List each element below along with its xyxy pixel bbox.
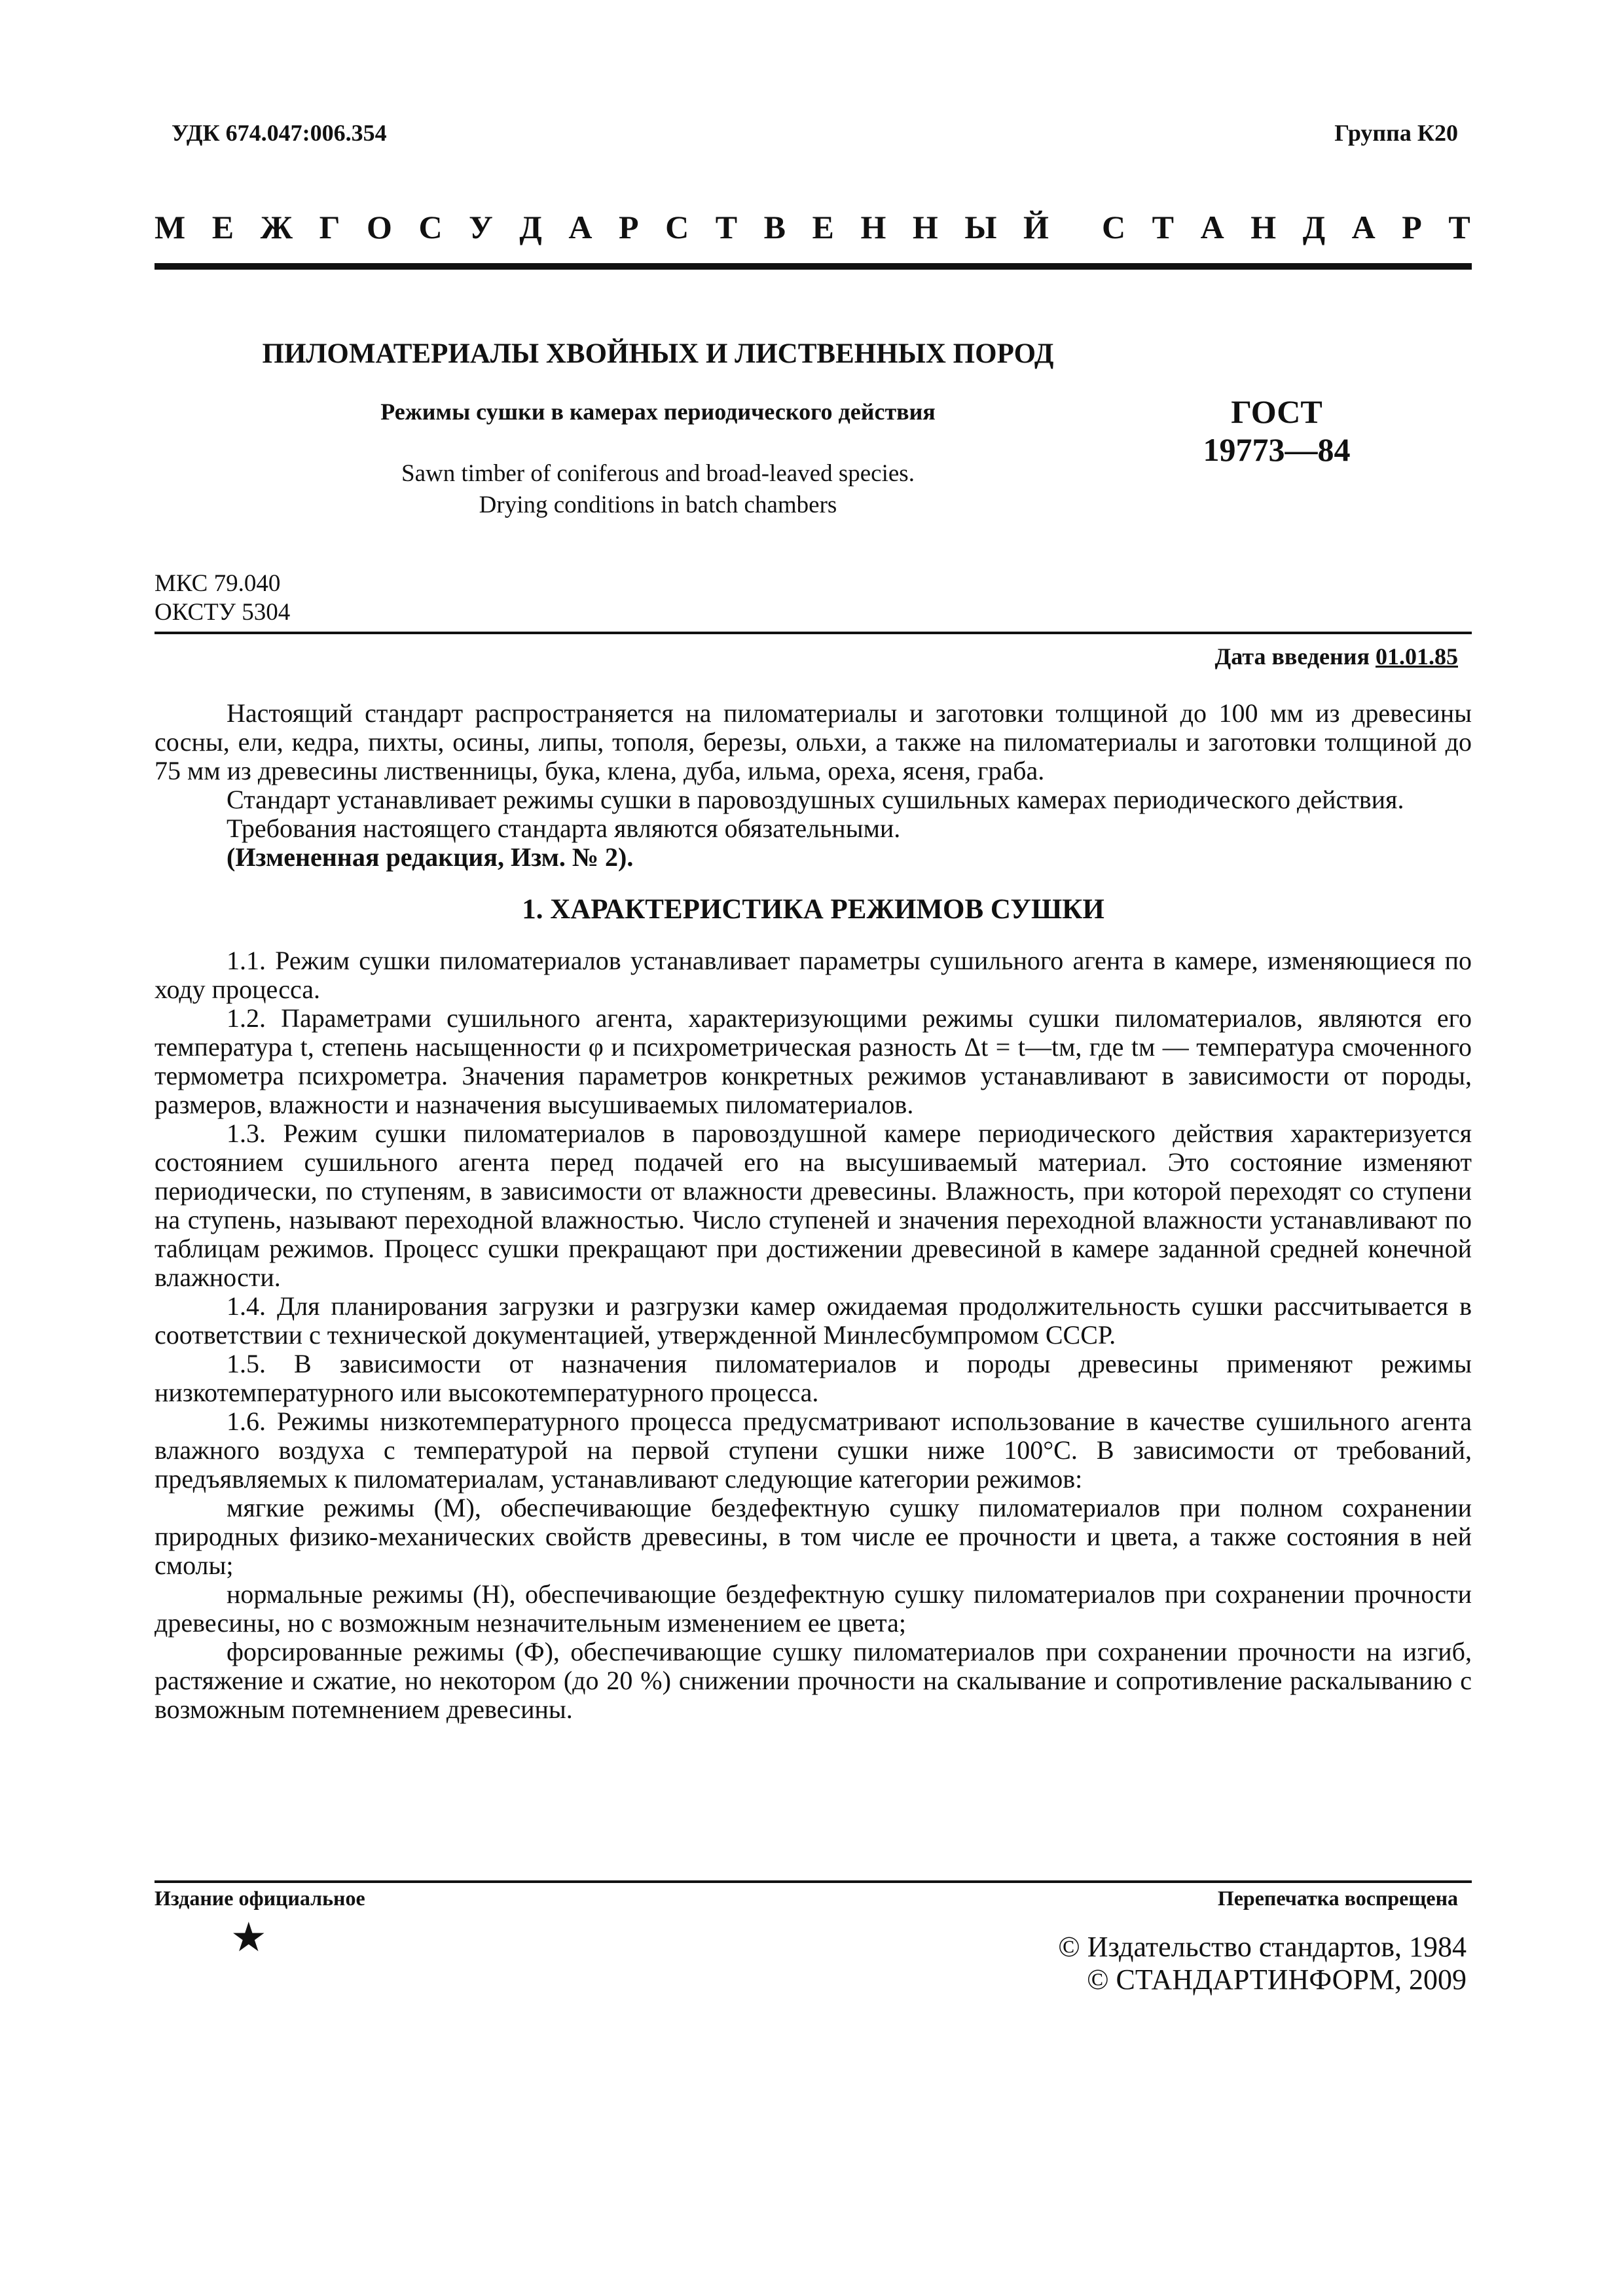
heading-letter: Н — [1250, 209, 1277, 245]
intro-paragraph: Настоящий стандарт распространяется на пиломатериалы и заготовки толщиной до 100 мм из древесины сосны, ели, кедра, пихты, осины, липы, тополя, березы, ольхи, а также на пиломатериалы и заготовки толщиной до 75 мм из древесины лиственницы, бука, клена, дуба, ильма, ореха, ясеня, граба. — [155, 698, 1472, 785]
introduction-date — [1215, 643, 1459, 670]
heading-letter: Д — [1302, 209, 1326, 245]
clause-1-4: 1.4. Для планирования загрузки и разгрузки камер ожидаемая продолжительность сушки рассчитывается в соответствии с технической документацией, утвержденной Минлесбумпромом СССР. — [155, 1291, 1472, 1350]
copyright-block — [1008, 1931, 1467, 1996]
clause-1-2: 1.2. Параметрами сушильного агента, характеризующими режимы сушки пиломатериалов, являются его температура t, степень насыщенности φ и психрометрическая разность Δt = t—tм, где tм — температура смоченного термометра психрометра. Значения параметров конкретных режимов устанавливают в зависимости от породы, размеров, влажности и назначения высушиваемых пиломатериалов. — [155, 1003, 1472, 1119]
gost-label: ГОСТ — [1231, 393, 1322, 430]
heading-letter: Е — [211, 209, 234, 245]
english-title-line-1: Sawn timber of coniferous and broad-leaved species. — [401, 460, 915, 487]
star-icon: ★ — [230, 1916, 267, 1960]
footer-divider — [155, 1880, 1472, 1883]
document-body — [155, 699, 1472, 1724]
heading-letter: А — [1200, 209, 1224, 245]
heading-letter: Е — [812, 209, 834, 245]
amendment-note: (Измененная редакция, Изм. № 2). — [227, 842, 634, 872]
heading-letter: А — [1351, 209, 1376, 245]
heading-letter: Д — [519, 209, 542, 245]
heading-letter: Т — [1448, 209, 1470, 245]
heading-letter: Т — [1152, 209, 1175, 245]
gost-designation — [1165, 393, 1388, 469]
mks-code: МКС 79.040 — [155, 570, 281, 597]
classification-divider — [155, 632, 1472, 634]
english-title-line-2: Drying conditions in batch chambers — [479, 492, 837, 518]
heading-letter: О — [367, 209, 392, 245]
group-code: Группа К20 — [1334, 120, 1458, 146]
normal-modes-paragraph: нормальные режимы (Н), обеспечивающие бездефектную сушку пиломатериалов при сохранении прочности древесины, но с возможным незначительным изменением ее цвета; — [155, 1579, 1472, 1638]
forced-modes-paragraph: форсированные режимы (Ф), обеспечивающие сушку пиломатериалов при сохранении прочности на изгиб, растяжение и сжатие, но некотором (до 20 %) снижении прочности на скалывание и сопротивление раскалыванию с возможным потемнением древесины. — [155, 1637, 1472, 1724]
heading-letter: Г — [319, 209, 340, 245]
okstu-code: ОКСТУ 5304 — [155, 599, 291, 626]
heading-letter: Ж — [260, 209, 293, 245]
interstate-standard-heading — [155, 208, 1470, 246]
heading-letter: М — [155, 209, 186, 245]
heading-letter: Н — [860, 209, 886, 245]
heading-letter: В — [763, 209, 786, 245]
document-subtitle: Режимы сушки в камерах периодического действия — [380, 399, 936, 425]
udk-code: УДК 674.047:006.354 — [172, 120, 387, 146]
section-heading: 1. ХАРАКТЕРИСТИКА РЕЖИМОВ СУШКИ — [522, 894, 1104, 925]
introduction-date-value: 01.01.85 — [1376, 643, 1458, 670]
document-title: ПИЛОМАТЕРИАЛЫ ХВОЙНЫХ И ЛИСТВЕННЫХ ПОРОД — [262, 338, 1054, 369]
introduction-date-label: Дата введения — [1214, 643, 1370, 670]
heading-letter: С — [418, 209, 443, 245]
clause-1-3: 1.3. Режим сушки пиломатериалов в паровоздушной камере периодического действия характеризуется состоянием сушильного агента перед подачей его на высушиваемый материал. Это состояние изменяют периодически, по ступеням, в зависимости от влажности древесины. Влажность, при которой переходят со ступени на ступень, называют переходной влажностью. Число ступеней и значения переходной влажности устанавливают по таблицам режимов. Процесс сушки прекращают при достижении древесиной в камере заданной средней конечной влажности. — [155, 1119, 1472, 1292]
heading-letter: Р — [1402, 209, 1422, 245]
english-title — [288, 458, 1028, 521]
heading-letter: Й — [1023, 209, 1049, 245]
intro-paragraph: Стандарт устанавливает режимы сушки в паровоздушных сушильных камерах периодического действия. — [227, 785, 1404, 814]
classification-codes — [155, 569, 290, 627]
heading-letter: Ы — [964, 209, 997, 245]
clause-1-1: 1.1. Режим сушки пиломатериалов устанавливает параметры сушильного агента в камере, изменяющиеся по ходу процесса. — [155, 946, 1472, 1004]
header-divider — [155, 263, 1472, 270]
clause-1-6: 1.6. Режимы низкотемпературного процесса предусматривают использование в качестве сушильного агента влажного воздуха с температурой на первой ступени сушки ниже 100°С. В зависимости от требований, предъявляемых к пиломатериалам, устанавливают следующие категории режимов: — [155, 1407, 1472, 1494]
soft-modes-paragraph: мягкие режимы (М), обеспечивающие бездефектную сушку пиломатериалов при полном сохранении природных физико-механических свойств древесины, в том числе ее прочности и цвета, а также состояния в ней смолы; — [155, 1493, 1472, 1580]
heading-letter: Р — [618, 209, 639, 245]
clause-1-5: 1.5. В зависимости от назначения пиломатериалов и породы древесины применяют режимы низкотемпературного или высокотемпературного процесса. — [155, 1349, 1472, 1407]
gost-number: 19773—84 — [1203, 431, 1351, 468]
heading-letter: У — [469, 209, 493, 245]
copyright-line: © СТАНДАРТИНФОРМ, 2009 — [1087, 1964, 1467, 1996]
heading-letter: Н — [912, 209, 938, 245]
intro-paragraph: Требования настоящего стандарта являются обязательными. — [227, 814, 901, 843]
heading-letter: Т — [715, 209, 738, 245]
heading-letter: А — [568, 209, 593, 245]
copyright-line: © Издательство стандартов, 1984 — [1058, 1931, 1467, 1963]
reprint-prohibited-label: Перепечатка воспрещена — [1217, 1886, 1458, 1910]
heading-letter: С — [1102, 209, 1126, 245]
official-edition-label: Издание официальное — [155, 1886, 365, 1910]
heading-letter: С — [665, 209, 689, 245]
